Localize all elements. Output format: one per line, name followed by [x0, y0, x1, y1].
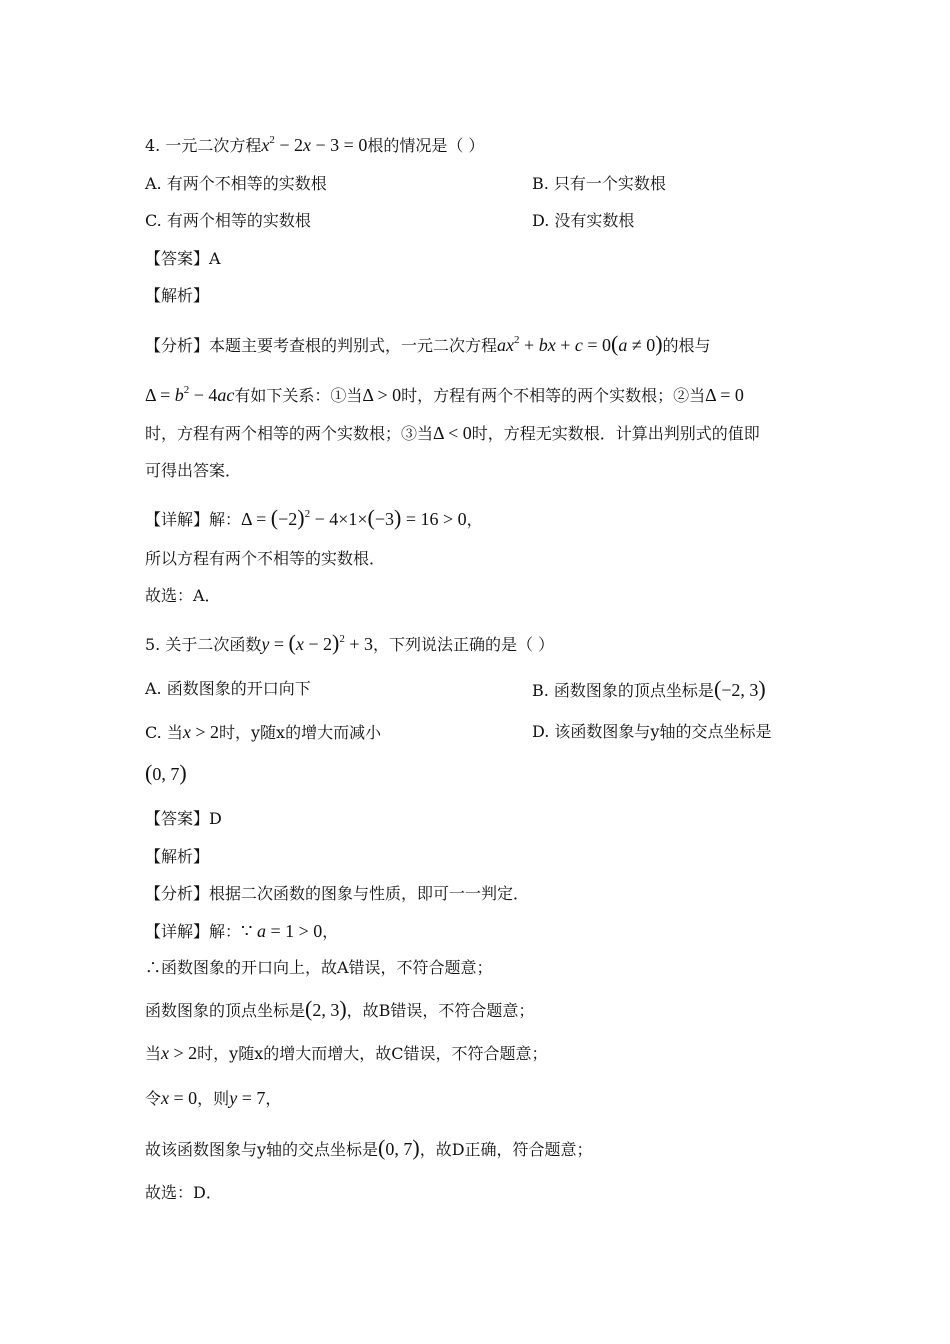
q5-stem-text: 5. 关于二次函数 — [145, 635, 262, 654]
fenxi-text: 的根与 — [662, 336, 711, 355]
detail-text: 解： — [209, 922, 242, 941]
intercept-point: (0, 7) — [145, 760, 187, 785]
vertex-correct: (2, 3) — [305, 996, 347, 1021]
answer-tag: 【答案】 — [145, 809, 210, 828]
intercept-point: (0, 7) — [378, 1135, 420, 1160]
q5-stem — [145, 627, 554, 657]
q4-analysis-tag: 【解析】 — [145, 286, 210, 305]
q5-analysis-tag: 【解析】 — [145, 847, 210, 866]
option-text: C. 当 — [145, 723, 183, 742]
detail-tag: 【详解】 — [145, 510, 210, 529]
fenxi-text: 时，方程有两个相等的两个实数根；③当 — [145, 424, 434, 443]
fenxi-text: 本题主要考查根的判别式，一元二次方程 — [209, 336, 498, 355]
q4-fenxi-line1 — [145, 328, 711, 358]
detail-text: ，则 — [197, 1089, 230, 1108]
q5-option-b — [532, 677, 766, 703]
coef-a: ∵ a = 1 > 0 — [241, 921, 323, 941]
q5-detail — [145, 919, 338, 944]
answer-value: D — [209, 809, 222, 828]
fenxi-tag: 【分析】 — [145, 884, 210, 903]
q4-detail — [145, 502, 483, 532]
delta-gt-0: Δ > 0 — [362, 385, 402, 405]
q4-option-d: D. 没有实数根 — [532, 211, 635, 230]
fenxi-tag: 【分析】 — [145, 336, 210, 355]
detail-text: ， — [322, 922, 339, 941]
fenxi-text: 时，方程无实数根．计算出判别式的值即 — [471, 424, 760, 443]
option-text: B. 函数图象的顶点坐标是 — [532, 681, 714, 700]
q5-line5 — [145, 1136, 593, 1162]
q4-stem-text: 4. 一元二次方程 — [145, 136, 262, 155]
detail-text: ，故B错误，不符合题意； — [346, 1001, 535, 1020]
detail-text: 故该函数图象与y轴的交点坐标是 — [145, 1140, 379, 1159]
delta-lt-0: Δ < 0 — [433, 423, 472, 443]
vertex-wrong: (−2, 3) — [713, 676, 766, 701]
detail-text: ，故D正确，符合题意； — [419, 1140, 593, 1159]
x-gt-2: x > 2 — [182, 722, 220, 742]
q5-line3 — [145, 1041, 547, 1066]
q4-equation: $x^2 - 2x - 3 = 0$ — [261, 134, 368, 155]
discriminant-formula: $\Delta = b^2 - 4ac$ — [145, 384, 235, 405]
q5-line1: ∴函数图象的开口向上，故A错误，不符合题意； — [145, 958, 493, 977]
detail-text: ， — [265, 1089, 282, 1108]
fenxi-text: 有如下关系：①当 — [234, 386, 363, 405]
q5-answer — [145, 807, 222, 831]
y-eq-7: y = 7 — [229, 1088, 266, 1108]
q5-fenxi — [145, 882, 529, 906]
x-eq-0: x = 0 — [161, 1088, 198, 1108]
q5-option-a: A. 函数图象的开口向下 — [145, 679, 311, 698]
q4-option-a: A. 有两个不相等的实数根 — [145, 174, 327, 193]
q4-choose: 故选：A． — [145, 586, 221, 605]
option-text: 时，y随x的增大而减小 — [219, 723, 382, 742]
q4-fenxi-line4: 可得出答案． — [145, 461, 242, 480]
detail-text: 令 — [145, 1089, 162, 1108]
answer-tag: 【答案】 — [145, 249, 210, 268]
q4-answer — [145, 247, 221, 271]
detail-text: 时，y随x的增大而增大，故C错误，不符合题意； — [197, 1044, 548, 1063]
q5-stem-tail: ，下列说法正确的是（ ） — [372, 635, 555, 654]
delta-eq-0: Δ = 0 — [705, 385, 744, 405]
detail-text: ， — [466, 510, 483, 529]
q5-option-d-point — [145, 761, 187, 787]
q4-fenxi-line2 — [145, 378, 744, 408]
q5-option-d: D. 该函数图象与y轴的交点坐标是 — [532, 722, 772, 741]
answer-value: A — [209, 249, 221, 268]
fenxi-text: 根据二次函数的图象与性质，即可一一判定． — [209, 884, 530, 903]
q5-function: $y = (x - 2)^2 + 3$ — [261, 630, 373, 655]
q4-option-c: C. 有两个相等的实数根 — [145, 211, 311, 230]
q4-stem — [145, 128, 484, 158]
q5-line4 — [145, 1086, 281, 1111]
q5-option-c — [145, 720, 381, 745]
q4-option-b: B. 只有一个实数根 — [532, 174, 666, 193]
detail-text: 当 — [145, 1044, 162, 1063]
detail-text: 函数图象的顶点坐标是 — [145, 1001, 306, 1020]
fenxi-text: 时，方程有两个不相等的两个实数根；②当 — [401, 386, 706, 405]
q4-stem-tail: 根的情况是（ ） — [367, 136, 485, 155]
q5-choose: 故选：D． — [145, 1183, 222, 1202]
q4-conclusion: 所以方程有两个不相等的实数根． — [145, 549, 386, 568]
q5-line2 — [145, 997, 534, 1023]
discriminant-calc: $\Delta = (-2)^2 - 4\times 1\times(-3) = 16 > 0$ — [241, 505, 467, 530]
general-quadratic: $ax^2$ + bx + c = 0(a ≠ 0) — [497, 331, 663, 356]
x-gt-2: x > 2 — [161, 1043, 198, 1063]
q4-fenxi-line3 — [145, 421, 760, 446]
detail-text: 解： — [209, 510, 242, 529]
detail-tag: 【详解】 — [145, 922, 210, 941]
